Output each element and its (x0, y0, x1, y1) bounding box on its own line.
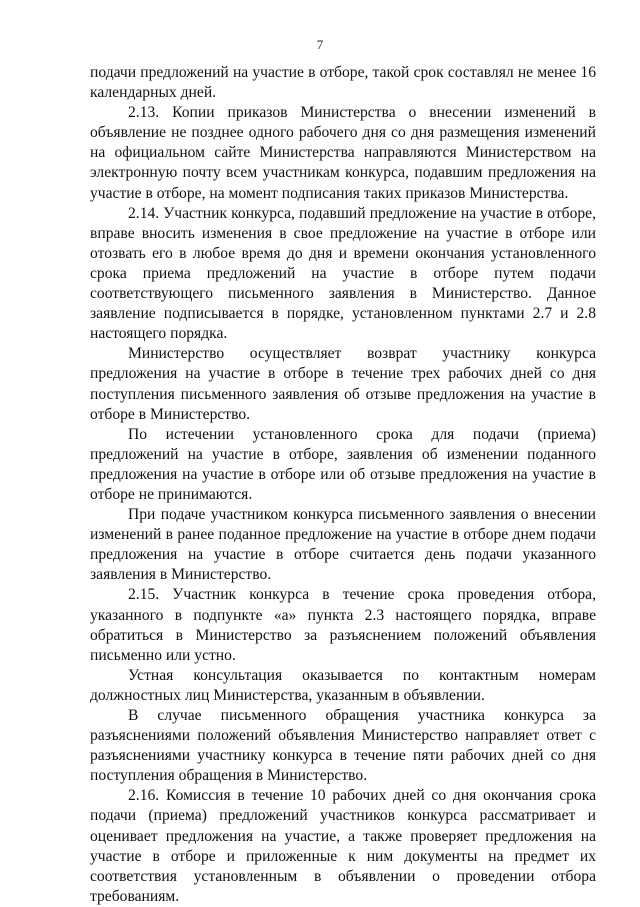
paragraph-written-request: В случае письменного обращения участника конкурса за разъяснениями положений объявления Министерство направляет ответ с разъяснениями участнику конкурса в течение пяти рабочих дней со дня поступления обращения в Министерство. (90, 707, 596, 785)
paragraph-oral-consultation: Устная консультация оказывается по контактным номерам должностных лиц Министерства, указанным в объявлении. (90, 666, 596, 704)
page-number: 7 (316, 37, 324, 52)
paragraph-submission-date: При подаче участником конкурса письменного заявления о внесении изменений в ранее поданное предложение на участие в отборе днем подачи предложения на участие в отборе считается день подачи указанного заявления в Министерство. (90, 506, 596, 584)
document-body (90, 63, 596, 907)
paragraph-continuation: подачи предложений на участие в отборе, такой срок составлял не менее 16 календарных дней. (90, 64, 596, 102)
paragraph-2-16: 2.16. Комиссия в течение 10 рабочих дней со дня окончания срока подачи (приема) предложений участников конкурса рассматривает и оценивает предложения на участие, а также проверяет предложения на участие в отборе и приложенные к ним документы на предмет их соответствия установленным в объявлении о проведении отбора требованиям. (90, 787, 596, 905)
paragraph-return-proposal: Министерство осуществляет возврат участнику конкурса предложения на участие в отборе в течение трех рабочих дней со дня поступления письменного заявления об отзыве предложения на участие в отборе в Министерство. (90, 345, 596, 423)
paragraph-2-15: 2.15. Участник конкурса в течение срока проведения отбора, указанного в подпункте «а» пункта 2.3 настоящего порядка, вправе обратиться в Министерство за разъяснением положений объявления письменно или устно. (90, 586, 596, 664)
paragraph-deadline-expiry: По истечении установленного срока для подачи (приема) предложений на участие в отборе, заявления об изменении поданного предложения на участие в отборе или об отзыве предложения на участие в отборе не принимаются. (90, 425, 596, 503)
paragraph-2-13: 2.13. Копии приказов Министерства о внесении изменений в объявление не позднее одного рабочего дня со дня размещения изменений на официальном сайте Министерства направляются Министерством на электронную почту всем участникам конкурса, подавшим предложения на участие в отборе, на момент подписания таких приказов Министерства. (90, 104, 596, 202)
paragraph-2-14: 2.14. Участник конкурса, подавший предложение на участие в отборе, вправе вносить изменения в свое предложение на участие в отборе или отозвать его в любое время до дня и времени окончания установленного срока приема предложений на участие в отборе путем подачи соответствующего письменного заявления в Министерство. Данное заявление подписывается в порядке, установленном пунктами 2.7 и 2.8 настоящего порядка. (90, 204, 596, 343)
